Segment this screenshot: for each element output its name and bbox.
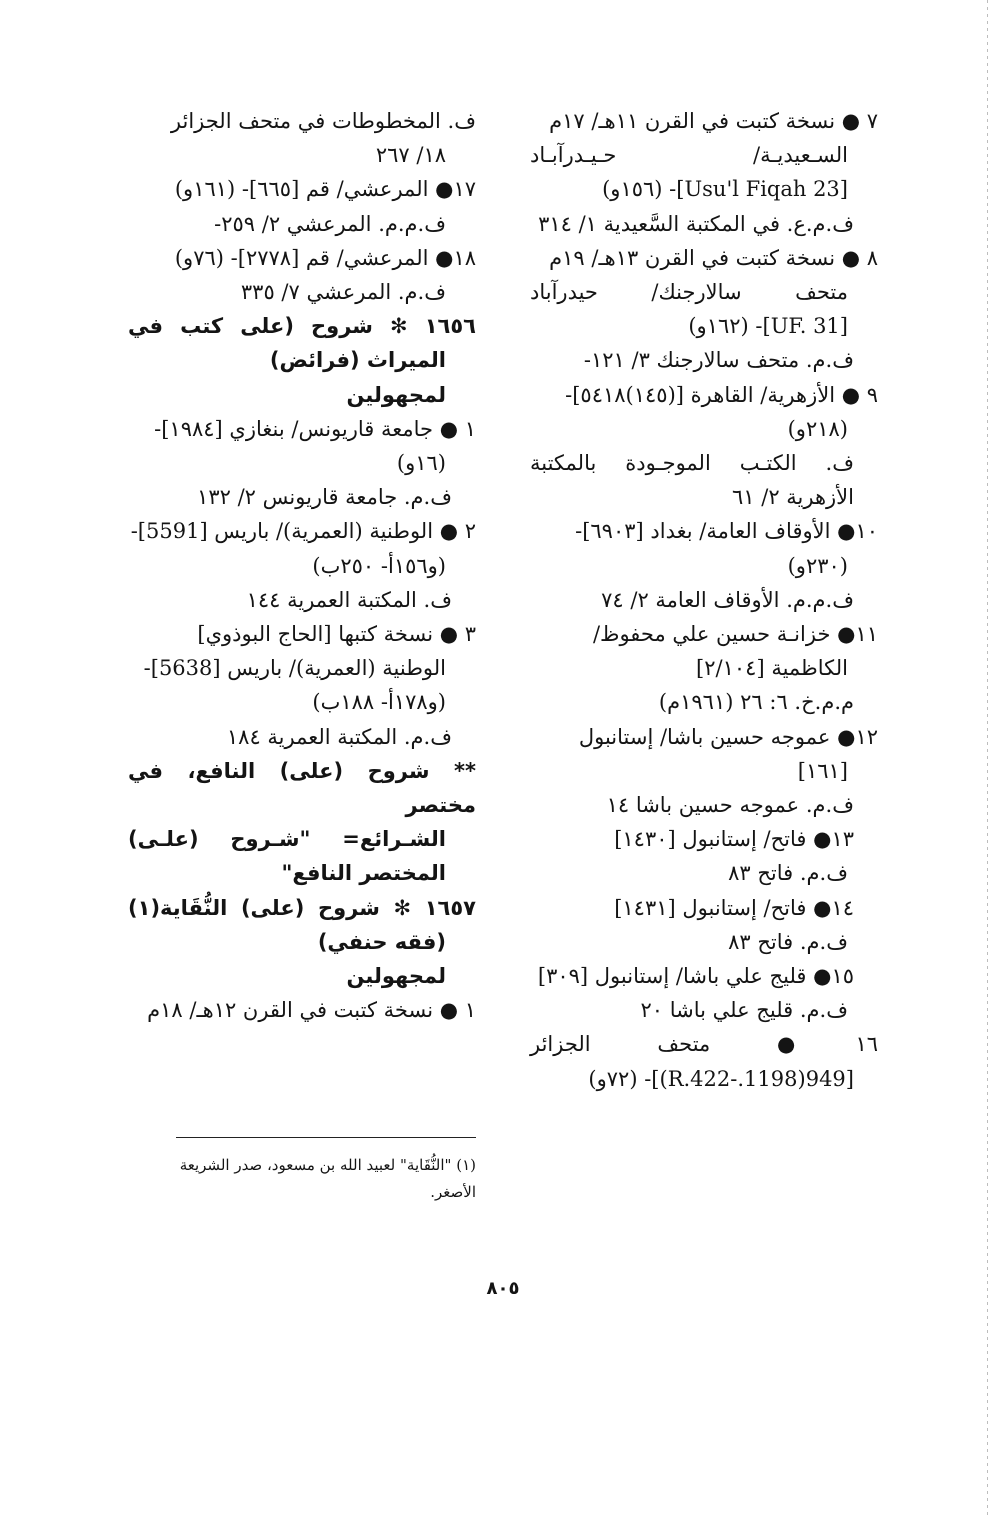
cross-reference-heading: المختصر النافع" — [281, 861, 446, 886]
section-subheading: لمجهولين — [346, 964, 446, 989]
entry-line: السـعيديـة/ حـيـدرآبـاد — [530, 143, 848, 168]
catalog-reference: ف. الكتـب الموجـودة بالمكتبة — [530, 451, 854, 476]
entry-line: متحف سالارجنك/ حيدرآباد — [530, 280, 848, 305]
entry-line: ١٢● عموجه حسين باشا/ إستانبول — [578, 724, 878, 749]
page-number: ٨٠٥ — [486, 1278, 520, 1299]
left-column — [128, 104, 476, 1027]
entry-line: [Usu'l Fiqah 23]- (١٥٦و) — [602, 177, 848, 202]
entry-line: ٩ ● الأزهرية/ القاهرة [(١٤٥)٥٤١٨]- — [565, 382, 878, 407]
right-column — [530, 104, 878, 1096]
entry-line: ١١● خزانـة حسين علي محفوظ/ — [592, 622, 878, 647]
entry-line: ٢ ● الوطنية (العمرية)/ باريس [5591]- — [130, 519, 476, 544]
entry-line: ١٣● فاتح/ إستانبول [١٤٣٠] — [614, 827, 854, 852]
catalog-reference: ف.م. قليج علي باشا ٢٠ — [640, 998, 848, 1023]
entry-line: (٢٣٠و) — [787, 553, 848, 578]
entry-line: ١٥● قليج علي باشا/ إستانبول [٣٠٩] — [537, 964, 854, 989]
footnote — [136, 1152, 476, 1206]
entry-line: (٢١٨و) — [787, 416, 848, 441]
entry-line: الكاظمية [٢/١٠٤] — [696, 656, 848, 681]
catalog-reference: ف.م.م. الأوقاف العامة ٢/ ٧٤ — [601, 587, 854, 612]
catalog-reference: ف. المكتبة العمرية ١٤٤ — [246, 587, 452, 612]
catalog-reference: ف.م. متحف سالارجنك ٣/ ١٢١- — [583, 348, 854, 373]
catalog-reference: ف.م. فاتح ٨٣ — [728, 861, 848, 886]
entry-line: ١ ● نسخة كتبت في القرن ١٢هـ/ ١٨م — [147, 998, 476, 1023]
catalog-reference: ف.م. عموجه حسين باشا ١٤ — [606, 793, 854, 818]
entry-line: الوطنية (العمرية)/ باريس [5638]- — [143, 656, 446, 681]
entry-line: ٧ ● نسخة كتبت في القرن ١١هـ/ ١٧م — [549, 109, 878, 133]
catalog-reference: ف.م.م. المرعشي ٢/ ٢٥٩- — [214, 211, 446, 236]
entry-line: ٨ ● نسخة كتبت في القرن ١٣هـ/ ١٩م — [549, 245, 878, 270]
catalog-reference: ف.م. المرعشي ٧/ ٣٣٥ — [240, 280, 446, 305]
catalog-reference: ف.م. جامعة قاريونس ٢/ ١٣٢ — [197, 485, 452, 510]
catalog-reference: ف.م. المكتبة العمرية ١٨٤ — [226, 724, 452, 749]
entry-line: [UF. 31]- (١٦٢و) — [688, 314, 848, 339]
catalog-reference: ف. المخطوطات في متحف الجزائر — [170, 109, 476, 133]
entry-line: (١٦و) — [396, 451, 446, 476]
section-heading: ١٦٥٧ ✻ شروح (على) النُّقَاية(١) — [128, 895, 476, 920]
entry-line: [949(1198.-R.422)]- (٧٢و) — [588, 1066, 854, 1091]
entry-line: (و١٥٦أ- ٢٥٠ب) — [312, 553, 446, 578]
footnote-line: الأصغر. — [430, 1183, 476, 1201]
footnote-line: (١) "النُّقَاية" لعبيد الله بن مسعود، صدر الشريعة — [179, 1156, 476, 1174]
section-subheading: لمجهولين — [346, 382, 446, 407]
entry-line: ٣ ● نسخة كتبها [الحاج البوذوي] — [197, 622, 476, 647]
section-heading: الميراث (فرائض) — [269, 348, 446, 373]
catalog-reference: ف.م.ع. في المكتبة السَّعيدية ١/ ٣١٤ — [538, 211, 854, 236]
entry-line: ١٧● المرعشي/ قم [٦٦٥]- (١٦١و) — [174, 177, 476, 202]
section-heading: ١٦٥٦ ✻ شروح (على كتب في — [128, 314, 476, 339]
entry-line: ١٦● متحف الجزائر — [530, 1032, 878, 1057]
catalog-reference: ١٨/ ٢٦٧ — [375, 143, 446, 168]
section-heading: (فقه حنفي) — [317, 929, 446, 954]
entry-line: ١ ● جامعة قاريونس/ بنغازي [١٩٨٤]- — [154, 416, 476, 441]
entry-line: ١٠● الأوقاف العامة/ بغداد [٦٩٠٣]- — [575, 519, 878, 544]
scan-edge-line — [987, 0, 988, 1517]
entry-line: (و١٧٨أ- ١٨٨ب) — [312, 690, 446, 715]
entry-line: ١٤● فاتح/ إستانبول [١٤٣١] — [614, 895, 854, 920]
entry-line: [١٦١] — [797, 758, 848, 783]
cross-reference-heading: الشـرائع= "شـروح (علـى) — [128, 827, 446, 852]
catalog-reference: م.م.خ. ٦: ٢٦ (١٩٦١م) — [658, 690, 854, 715]
entry-line: ١٨● المرعشي/ قم [٢٧٧٨]- (٧٦و) — [174, 245, 476, 270]
catalog-reference: ف.م. فاتح ٨٣ — [728, 929, 848, 954]
footnote-divider — [176, 1137, 476, 1138]
cross-reference-heading: ** شروح (على) النافع، في مختصر — [128, 758, 476, 818]
catalog-reference: الأزهرية ٢/ ٦١ — [731, 485, 854, 510]
